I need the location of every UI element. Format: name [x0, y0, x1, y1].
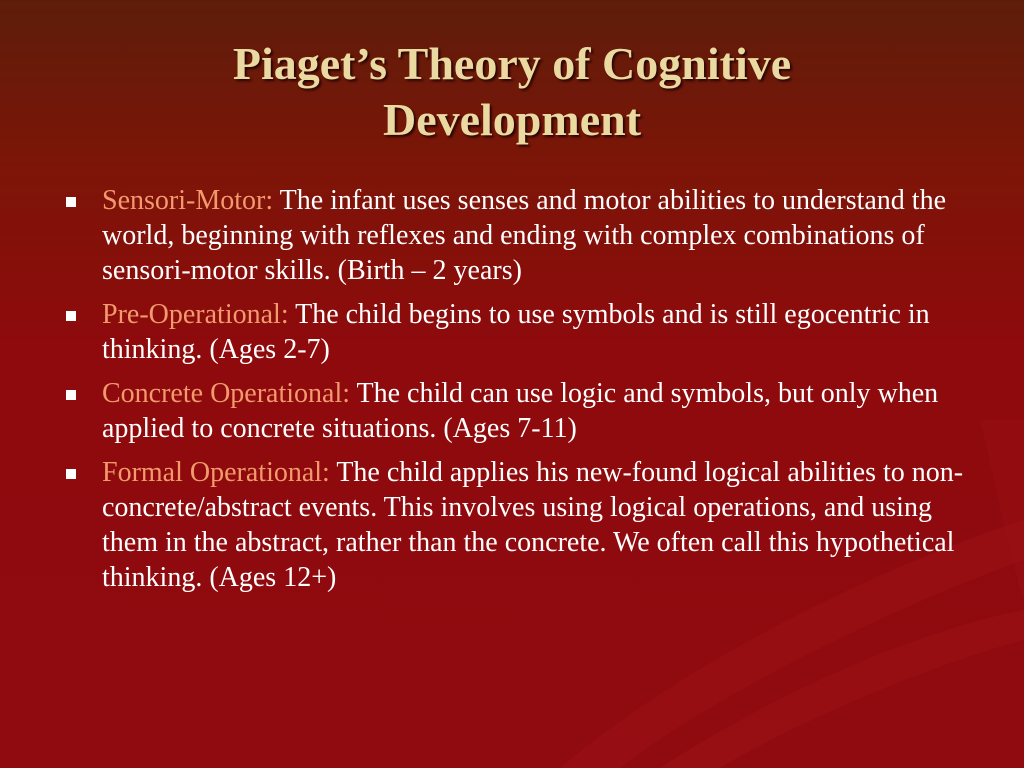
square-bullet-icon [66, 390, 76, 400]
stage-term: Formal Operational: [102, 457, 330, 488]
square-bullet-icon [66, 197, 76, 207]
bullet-concrete-operational [62, 376, 972, 446]
stage-term: Concrete Operational: [102, 378, 351, 409]
bullet-pre-operational [62, 297, 972, 367]
stage-term: Sensori-Motor: [102, 185, 274, 216]
bullet-sensori-motor [62, 183, 972, 288]
stage-description: The child can use logic and symbols, but only when applied to concrete situations. (Ages 7-11) [102, 378, 939, 444]
square-bullet-icon [66, 311, 76, 321]
title-line-1: Piaget’s Theory of Cognitive [232, 38, 792, 89]
title-line-2: Development [382, 94, 642, 145]
square-bullet-icon [66, 469, 76, 479]
bullet-formal-operational [62, 455, 972, 595]
slide-title [60, 36, 964, 148]
stage-description: The infant uses senses and motor abilities to understand the world, beginning with reflexes and ending with complex combinations of sensori-motor skills. (Birth – 2 years) [102, 185, 947, 286]
stage-term: Pre-Operational: [102, 299, 289, 330]
stage-description: The child applies his new-found logical abilities to non-concrete/abstract events. This involves using logical operations, and using them in the abstract, rather than the concrete. We often call this hypothetical thinking. (Ages 12+) [102, 457, 964, 593]
bullet-list [62, 183, 972, 604]
stage-description: The child begins to use symbols and is still egocentric in thinking. (Ages 2-7) [102, 299, 930, 365]
